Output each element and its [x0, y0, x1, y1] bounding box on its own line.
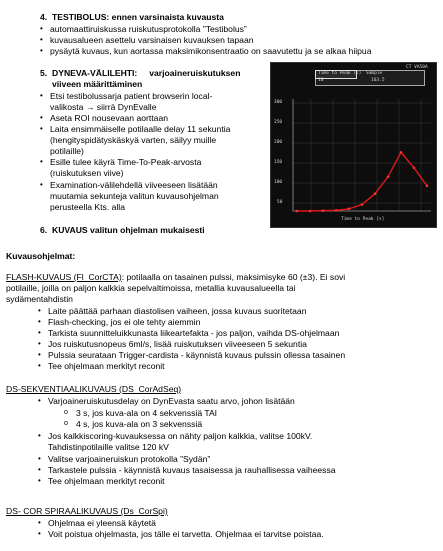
- ds-bullet: Jos kalkkiscoring-kuvauksessa on nähty paljon kalkkia, valitse 100kV.: [48, 431, 313, 441]
- bullet-icon: •: [38, 350, 41, 359]
- y-tick-label: 300: [274, 100, 283, 105]
- curve-point: [400, 151, 403, 154]
- x-axis-footer: Time to Peak [s]: [341, 217, 385, 222]
- bullet-icon: •: [38, 328, 41, 337]
- flash-bullet: Pulssia seurataan Trigger-cardista - käynnistä kuvaus pulssin ollessa tasainen: [48, 350, 346, 360]
- bullet-icon: •: [38, 339, 41, 348]
- bullet-icon: •: [40, 35, 43, 44]
- sub-bullet-icon: o: [64, 409, 68, 416]
- tab-right-label: Sample: [366, 71, 383, 76]
- curve-point: [348, 208, 351, 211]
- ds-bullet: Valitse varjoaineruiskun protokolla ”Sydän”: [48, 454, 211, 464]
- curve-point: [335, 209, 338, 212]
- bullet-icon: •: [40, 157, 43, 166]
- y-tick-label: 150: [274, 160, 283, 165]
- section5-bullet-text: Esille tulee käyrä Time-To-Peak-arvosta: [50, 157, 202, 167]
- bullet-icon: •: [40, 24, 43, 33]
- flash-line1: [6, 272, 345, 282]
- ds-bullet: Tarkastele pulssia - käynnistä kuvaus tasaisessa ja rauhallisessa vaiheessa: [48, 465, 336, 475]
- flash-bullet: Flash-checking, jos ei ole tehty aiemmin: [48, 317, 201, 327]
- bullet-icon: •: [40, 124, 43, 133]
- dyneva-curve-graph: [271, 63, 436, 227]
- graph-grid: [293, 99, 431, 211]
- spiral-title: DS- COR SPIRAALIKUVAUS (Ds_CorSpi): [6, 506, 168, 516]
- section6-number: 6.: [40, 225, 48, 235]
- corner-label: CT VA50A: [406, 65, 428, 70]
- section5-bullet-text: (ruiskutuksen viive): [50, 168, 124, 178]
- bullet-icon: •: [38, 529, 41, 538]
- ds-bullet-cont: Tahdistinpotilaille valitse 120 kV: [48, 442, 169, 452]
- ds-bullet: Tee ohjelmaan merkityt reconit: [48, 476, 165, 486]
- curve-point: [296, 210, 299, 213]
- section5-bullet-text: valikosta → siirrä DynEvalle: [50, 102, 157, 112]
- ds-bullet: Varjoaineruiskutusdelay on DynEvasta saatu arvo, johon lisätään: [48, 396, 295, 406]
- flash-title: FLASH-KUVAUS (Fl_CorCTA): [6, 272, 122, 282]
- flash-bullet: Laite päättää parhaan diastolisen vaiheen, jossa kuvaus suoritetaan: [48, 306, 307, 316]
- section5-bullet-text: Aseta ROI nousevaan aorttaan: [50, 113, 169, 123]
- section4-bullet: kuvausalueen asettelu varsinaisen kuvauksen tapaan: [50, 35, 254, 45]
- section4-bullet: automaattiruiskussa ruiskutusprotokolla ”Testibolus”: [50, 24, 247, 34]
- curve-point: [374, 192, 377, 195]
- bullet-icon: •: [40, 113, 43, 122]
- section4-number: 4.: [40, 12, 48, 22]
- curve-point: [361, 203, 364, 206]
- kuvausohjelmat-heading: Kuvausohjelmat:: [6, 251, 76, 261]
- ds-sub-bullet: 3 s, jos kuva-ala on 4 sekvenssiä TAI: [76, 408, 218, 418]
- enhancement-curve: [297, 152, 427, 211]
- curve-point: [322, 209, 325, 212]
- flash-line3: sydämentahdistin: [6, 294, 73, 304]
- bullet-icon: •: [38, 465, 41, 474]
- flash-line1-rest: : potilaalla on tasainen pulssi, maksimisyke 60 (±3). Ei sovi: [121, 272, 346, 282]
- section5-heading: DYNEVA-VÄLILEHTI: varjoaineruiskutuksen: [52, 68, 241, 78]
- spiral-bullet: Voit poistua ohjelmasta, jos tälle ei tarvetta. Ohjelmaa ei tarvitse poistaa.: [48, 529, 324, 539]
- section5-heading-cont: viiveen määrittäminen: [52, 79, 143, 89]
- bullet-icon: •: [38, 396, 41, 405]
- tab-value: 10: [318, 78, 324, 83]
- peak-value: 163.5: [371, 78, 385, 83]
- section5-bullet-text: Laita ensimmäiselle potilaalle delay 11 sekuntia: [50, 124, 231, 134]
- section5-bullet-text: Etsi testibolussarja patient browserin local-: [50, 91, 213, 101]
- section4-bullet: pysäytä kuvaus, kun aortassa maksimikonsentraatio on saavutettu ja se alkaa hiipua: [50, 46, 372, 56]
- ds-title: DS-SEKVENTIAALIKUVAUS (DS_CorAdSeq): [6, 384, 182, 394]
- curve-point: [387, 176, 390, 179]
- y-tick-label: 50: [277, 200, 283, 205]
- section5-bullet-text: Examination-välilehdellä viiveeseen lisätään: [50, 180, 218, 190]
- ds-sub-bullet: 4 s, jos kuva-ala on 3 sekvenssiä: [76, 419, 203, 429]
- bullet-icon: •: [38, 361, 41, 370]
- bullet-icon: •: [40, 91, 43, 100]
- section5-bullet-text: potilaille): [50, 146, 84, 156]
- bullet-icon: •: [38, 518, 41, 527]
- bullet-icon: •: [38, 431, 41, 440]
- y-tick-label: 250: [274, 120, 283, 125]
- section5-bullet-text: muutamia sekunteja valitun kuvausohjelman: [50, 191, 219, 201]
- section5-bullet-text: perusteella Kts. alla: [50, 202, 125, 212]
- bullet-icon: •: [38, 317, 41, 326]
- curve-point: [426, 185, 429, 188]
- section6-heading: KUVAUS valitun ohjelman mukaisesti: [52, 225, 205, 235]
- section5-bullet-text: (hengityspidätyskäskyä varten, säilyy muille: [50, 135, 217, 145]
- bullet-icon: •: [40, 46, 43, 55]
- bullet-icon: •: [38, 476, 41, 485]
- dyneva-screenshot: [270, 62, 437, 228]
- bullet-icon: •: [38, 306, 41, 315]
- flash-bullet: Tee ohjelmaan merkityt reconit: [48, 361, 165, 371]
- curve-point: [413, 167, 416, 170]
- tab-left-label: Time to Peak (s): [318, 71, 362, 76]
- flash-bullet: Jos ruiskutusnopeus 6ml/s, lisää ruiskutuksen viiveeseen 5 sekuntia: [48, 339, 307, 349]
- bullet-icon: •: [40, 180, 43, 189]
- section4-heading: TESTIBOLUS: ennen varsinaista kuvausta: [52, 12, 224, 22]
- flash-line2: potilaille, joilla on paljon kalkkia sepelvaltimoissa, metallia kuvausalueella tai: [6, 283, 296, 293]
- section5-number: 5.: [40, 68, 48, 78]
- y-tick-label: 100: [274, 180, 283, 185]
- sub-bullet-icon: o: [64, 420, 68, 427]
- bullet-icon: •: [38, 454, 41, 463]
- spiral-bullet: Ohjelmaa ei yleensä käytetä: [48, 518, 156, 528]
- flash-bullet: Tarkista suunnitteluikkunasta liikeartefakta - jos paljon, vaihda DS-ohjelmaan: [48, 328, 340, 338]
- y-tick-label: 200: [274, 140, 283, 145]
- curve-point: [309, 210, 312, 213]
